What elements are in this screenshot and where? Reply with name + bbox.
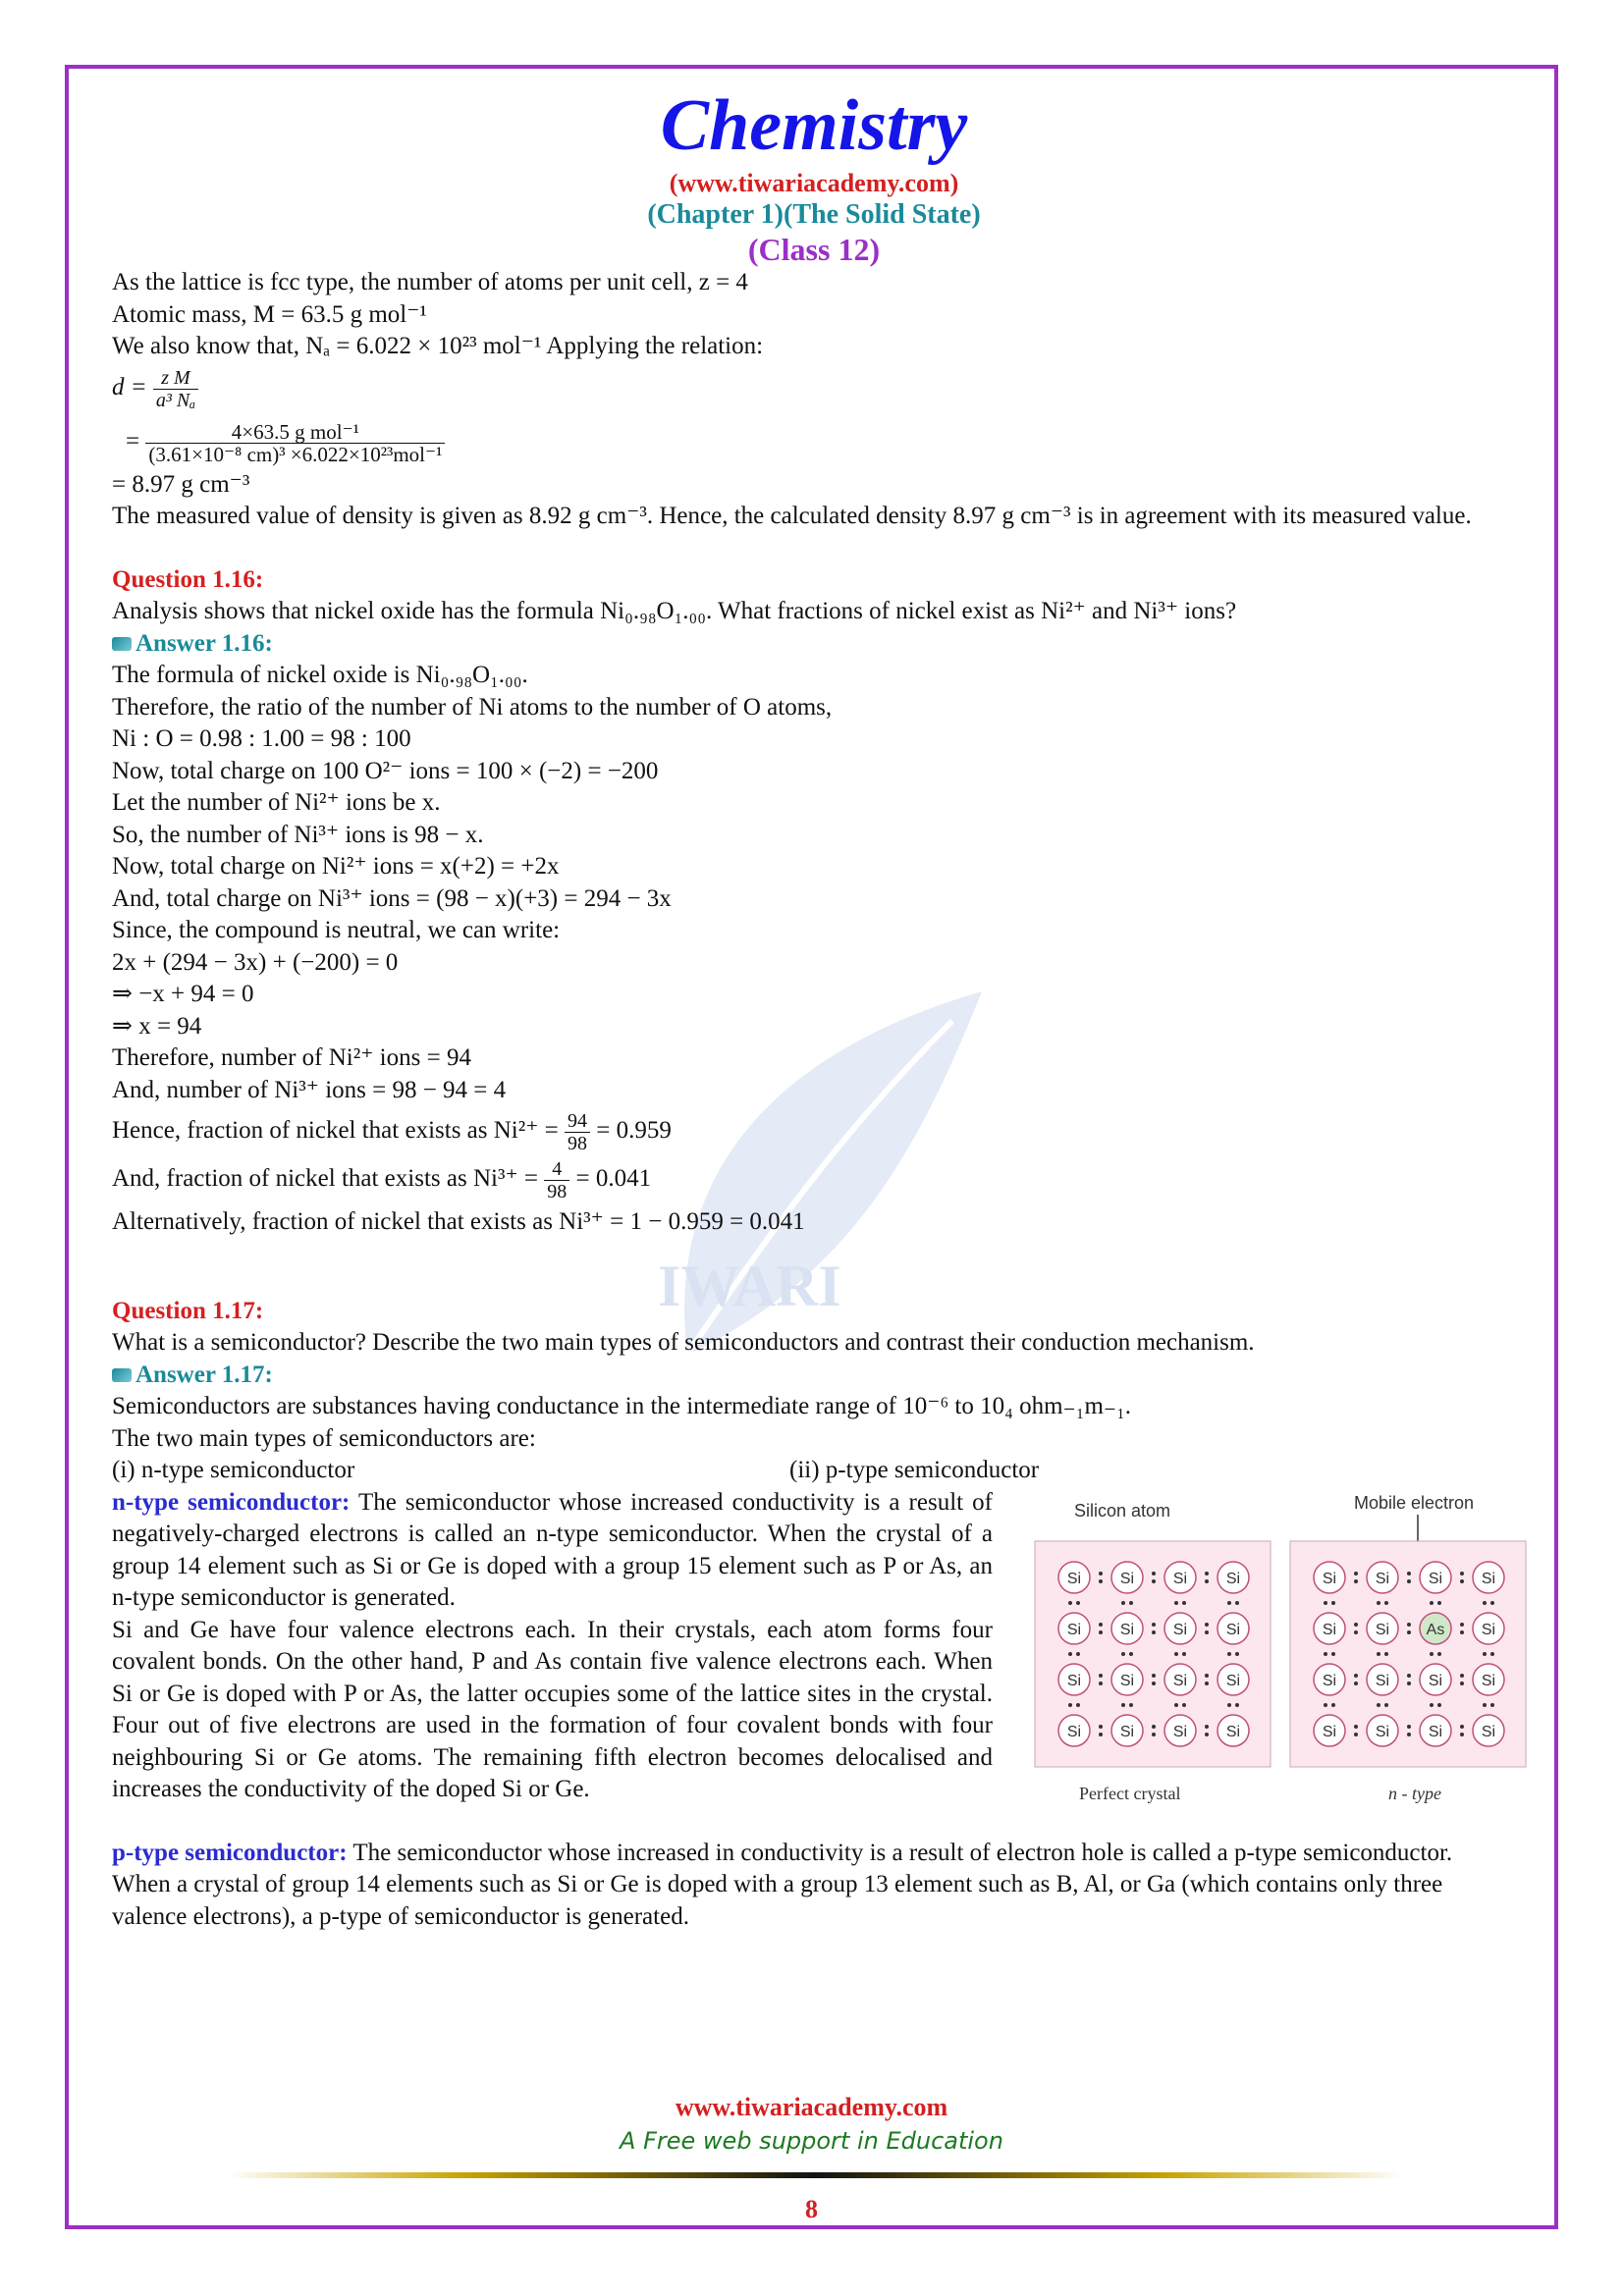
formula-numerator: 4×63.5 g mol⁻¹ <box>145 421 445 444</box>
density-conclusion: The measured value of density is given as 8.92 g cm⁻³. Hence, the calculated density 8.97 g cm⁻³ is in agreement with its measured value. <box>112 503 1472 529</box>
bond-electron <box>1152 1630 1156 1634</box>
bond-electron <box>1099 1733 1103 1736</box>
bond-electron <box>1174 1703 1178 1707</box>
bond-electron <box>1407 1682 1411 1685</box>
formula-denominator: a³ Nₐ <box>155 389 196 411</box>
semiconductor-figure <box>1025 1487 1536 1821</box>
bond-electron <box>1430 1652 1434 1656</box>
bond-electron <box>1205 1682 1209 1685</box>
atom-label: Si <box>1375 1723 1390 1740</box>
bond-electron <box>1121 1652 1125 1656</box>
atom-label: Si <box>1225 1723 1241 1740</box>
bond-electron <box>1407 1572 1411 1575</box>
answer-1-17-label <box>112 1360 1516 1392</box>
answer-line: And, total charge on Ni³⁺ ions = (98 − x)(+3) = 294 − 3x <box>112 884 672 912</box>
bond-electron <box>1235 1703 1239 1707</box>
bond-electron <box>1354 1725 1358 1729</box>
answer-line: Therefore, the ratio of the number of Ni atoms to the number of O atoms, <box>112 693 833 721</box>
bond-electron <box>1377 1652 1380 1656</box>
bond-electron <box>1076 1652 1080 1656</box>
bond-electron <box>1407 1725 1411 1729</box>
bond-electron <box>1235 1601 1239 1605</box>
atom-label: Si <box>1322 1672 1337 1689</box>
bond-electron <box>1354 1682 1358 1685</box>
bond-electron <box>1182 1703 1186 1707</box>
ntype-paragraph-2: Si and Ge have four valence electrons each. In their crystals, each atom forms four covalent bonds. On the other hand, P and As contain five valence electrons each. When Si or Ge is doped with P or As, the latter occupies some of the lattice sites in the crystal. Four out of five electrons are used in the formation of four covalent bonds with four neighbouring Si or Ge atoms. The remaining fifth electron becomes delocalised and increases the conductivity of the doped Si or Ge. <box>112 1616 993 1802</box>
header-website[interactable]: (www.tiwariacademy.com) <box>669 169 959 197</box>
answer-line: The formula of nickel oxide is Ni₀.₉₈O₁.₀₀. <box>112 662 528 688</box>
bond-electron <box>1076 1601 1080 1605</box>
bond-electron <box>1460 1682 1464 1685</box>
alternative-line: Alternatively, fraction of nickel that exists as Ni³⁺ = 1 − 0.959 = 0.041 <box>112 1208 805 1235</box>
atom-label: Si <box>1066 1621 1082 1638</box>
bond-electron <box>1490 1652 1494 1656</box>
bond-electron <box>1331 1601 1335 1605</box>
bond-electron <box>1068 1601 1072 1605</box>
bond-electron <box>1076 1703 1080 1707</box>
atom-label: Si <box>1172 1621 1188 1638</box>
ntype-text: The semiconductor whose increased conductivity is a result of negatively-charged electrons is called an n-type semiconductor. When the crystal of a group 14 element such as Si or Ge is doped with a group 15 element such as P or As, an n-type semiconductor is generated. <box>112 1488 993 1611</box>
formula-fraction-2 <box>145 421 445 465</box>
bond-electron <box>1121 1601 1125 1605</box>
answer-line: 2x + (294 − 3x) + (−200) = 0 <box>112 948 399 976</box>
page-header <box>112 79 1516 267</box>
bond-electron <box>1152 1579 1156 1583</box>
bond-electron <box>1121 1703 1125 1707</box>
bond-electron <box>1483 1601 1487 1605</box>
answer-line: The two main types of semiconductors are: <box>112 1424 536 1452</box>
atom-label: Si <box>1119 1672 1135 1689</box>
pen-icon <box>112 637 132 651</box>
bond-electron <box>1205 1579 1209 1583</box>
intro-line: As the lattice is fcc type, the number of atoms per unit cell, z = 4 <box>112 269 748 295</box>
atom-label: Si <box>1225 1570 1241 1587</box>
bond-electron <box>1354 1572 1358 1575</box>
answer-line: Now, total charge on Ni²⁺ ions = x(+2) = +2x <box>112 853 560 880</box>
atom-label: Si <box>1172 1723 1188 1740</box>
bond-electron <box>1099 1682 1103 1685</box>
bond-electron <box>1490 1703 1494 1707</box>
answer-label-text: Answer 1.17: <box>135 1361 273 1388</box>
answer-line: Now, total charge on 100 O²⁻ ions = 100 × (−2) = −200 <box>112 757 659 784</box>
figure-caption-right: n - type <box>1388 1783 1441 1803</box>
atom-label: Si <box>1066 1672 1082 1689</box>
fraction-line <box>112 1110 1516 1154</box>
bond-electron <box>1152 1733 1156 1736</box>
bond-electron <box>1331 1703 1335 1707</box>
atom-label: Si <box>1119 1570 1135 1587</box>
ntype-paragraph <box>112 1487 993 1615</box>
bond-electron <box>1354 1674 1358 1678</box>
atom-label: Si <box>1375 1570 1390 1587</box>
bond-electron <box>1460 1623 1464 1627</box>
bond-electron <box>1437 1652 1441 1656</box>
figure-label-silicon: Silicon atom <box>1074 1500 1171 1521</box>
atom-label: Si <box>1481 1570 1496 1587</box>
bond-electron <box>1205 1674 1209 1678</box>
bond-electron <box>1324 1601 1327 1605</box>
atom-label: Si <box>1322 1723 1337 1740</box>
formula-fraction-1 <box>153 367 198 411</box>
formula-lhs: d = <box>112 373 147 400</box>
header-chapter: (Chapter 1)(The Solid State) <box>647 199 981 230</box>
bond-electron <box>1430 1601 1434 1605</box>
bond-electron <box>1099 1572 1103 1575</box>
bond-electron <box>1324 1703 1327 1707</box>
bond-electron <box>1152 1572 1156 1575</box>
question-1-16-label: Question 1.16: <box>112 565 264 593</box>
bond-electron <box>1354 1630 1358 1634</box>
bond-electron <box>1099 1623 1103 1627</box>
bond-electron <box>1331 1652 1335 1656</box>
atom-label: Si <box>1225 1672 1241 1689</box>
footer-tagline: A Free web support in Education <box>620 2127 1003 2155</box>
header-class: (Class 12) <box>747 232 881 267</box>
bond-electron <box>1460 1725 1464 1729</box>
answer-label-text: Answer 1.16: <box>135 629 273 657</box>
bond-electron <box>1460 1674 1464 1678</box>
atom-label: Si <box>1375 1621 1390 1638</box>
atom-label: Si <box>1225 1621 1241 1638</box>
bond-electron <box>1152 1682 1156 1685</box>
answer-line: Semiconductors are substances having conductance in the intermediate range of 10⁻⁶ to 10₄ ohm₋₁m₋₁. <box>112 1393 1132 1419</box>
intro-line: Atomic mass, M = 63.5 g mol⁻¹ <box>112 300 427 328</box>
answer-line: Ni : O = 0.98 : 1.00 = 98 : 100 <box>112 725 411 752</box>
bond-electron <box>1437 1703 1441 1707</box>
atom-label: Si <box>1322 1570 1337 1587</box>
bond-electron <box>1152 1725 1156 1729</box>
atom-label: Si <box>1066 1570 1082 1587</box>
type-p: (ii) p-type semiconductor <box>789 1457 1040 1483</box>
bond-electron <box>1437 1601 1441 1605</box>
bond-electron <box>1235 1652 1239 1656</box>
bond-electron <box>1068 1703 1072 1707</box>
bond-electron <box>1205 1630 1209 1634</box>
fraction-numerator: 94 <box>565 1110 590 1133</box>
fraction <box>544 1158 569 1202</box>
bond-electron <box>1068 1652 1072 1656</box>
answer-line: And, number of Ni³⁺ ions = 98 − 94 = 4 <box>112 1076 507 1103</box>
bond-electron <box>1384 1703 1388 1707</box>
bond-electron <box>1205 1733 1209 1736</box>
bond-electron <box>1430 1703 1434 1707</box>
question-1-16-text: Analysis shows that nickel oxide has the formula Ni₀.₉₈O₁.₀₀. What fractions of nickel exist as Ni²⁺ and Ni³⁺ ions? <box>112 598 1237 624</box>
answer-line: Therefore, number of Ni²⁺ ions = 94 <box>112 1044 471 1071</box>
fraction-prefix: And, fraction of nickel that exists as Ni³⁺ = <box>112 1165 538 1193</box>
ptype-heading: p-type semiconductor: <box>112 1839 348 1866</box>
bond-electron <box>1407 1630 1411 1634</box>
bond-electron <box>1227 1652 1231 1656</box>
bond-electron <box>1483 1703 1487 1707</box>
atom-label: Si <box>1375 1672 1390 1689</box>
page-title: Chemistry <box>660 85 968 166</box>
atom-label: Si <box>1428 1723 1443 1740</box>
bond-electron <box>1129 1601 1133 1605</box>
bond-electron <box>1182 1601 1186 1605</box>
fraction-numerator: 4 <box>544 1158 569 1181</box>
bond-electron <box>1174 1652 1178 1656</box>
bond-electron <box>1490 1601 1494 1605</box>
bond-electron <box>1099 1725 1103 1729</box>
bond-electron <box>1227 1703 1231 1707</box>
formula-numerator: z M <box>153 367 198 390</box>
atom-label: As <box>1426 1621 1445 1638</box>
figure-caption-left: Perfect crystal <box>1079 1783 1181 1803</box>
fraction-result: = 0.959 <box>596 1117 672 1145</box>
density-result: = 8.97 g cm⁻³ <box>112 470 250 498</box>
ntype-heading: n-type semiconductor: <box>112 1488 351 1516</box>
formula-eq: = <box>126 427 140 454</box>
bond-electron <box>1460 1630 1464 1634</box>
bond-electron <box>1129 1652 1133 1656</box>
atom-label: Si <box>1481 1672 1496 1689</box>
watermark-text: IWARI <box>658 1254 841 1318</box>
bond-electron <box>1152 1674 1156 1678</box>
bond-electron <box>1205 1572 1209 1575</box>
bond-electron <box>1483 1652 1487 1656</box>
bond-electron <box>1384 1601 1388 1605</box>
footer-website[interactable]: www.tiwariacademy.com <box>675 2093 948 2121</box>
atom-label: Si <box>1119 1723 1135 1740</box>
answer-line: ⇒ x = 94 <box>112 1012 202 1040</box>
bond-electron <box>1407 1579 1411 1583</box>
answer-line: So, the number of Ni³⁺ ions is 98 − x. <box>112 821 484 848</box>
intro-line: We also know that, Nₐ = 6.022 × 10²³ mol⁻¹ Applying the relation: <box>112 333 764 359</box>
atom-label: Si <box>1481 1621 1496 1638</box>
pen-icon <box>112 1368 132 1382</box>
answer-line: Let the number of Ni²⁺ ions be x. <box>112 789 441 816</box>
answer-line: ⇒ −x + 94 = 0 <box>112 981 254 1007</box>
atom-label: Si <box>1428 1672 1443 1689</box>
atom-label: Si <box>1172 1672 1188 1689</box>
question-1-17-text: What is a semiconductor? Describe the two main types of semiconductors and contrast their conduction mechanism. <box>112 1329 1255 1356</box>
atom-label: Si <box>1428 1570 1443 1587</box>
bond-electron <box>1407 1623 1411 1627</box>
density-formula <box>112 367 1516 465</box>
atom-label: Si <box>1119 1621 1135 1638</box>
bond-electron <box>1099 1630 1103 1634</box>
bond-electron <box>1377 1703 1380 1707</box>
bond-electron <box>1182 1652 1186 1656</box>
bond-electron <box>1205 1725 1209 1729</box>
bond-electron <box>1129 1703 1133 1707</box>
fraction-prefix: Hence, fraction of nickel that exists as Ni²⁺ = <box>112 1117 559 1145</box>
bond-electron <box>1174 1601 1178 1605</box>
fraction-denominator: 98 <box>568 1133 588 1154</box>
bond-electron <box>1205 1623 1209 1627</box>
atom-label: Si <box>1481 1723 1496 1740</box>
page-number: 8 <box>805 2195 818 2223</box>
atom-label: Si <box>1322 1621 1337 1638</box>
ptype-text: The semiconductor whose increased in conductivity is a result of electron hole is called a p-type semiconductor. When a crystal of group 14 elements such as Si or Ge is doped with a group 13 element such as B, Al, or Ga (which contains only three valence electrons), a p-type of semiconductor is generated. <box>112 1839 1453 1930</box>
bond-electron <box>1099 1674 1103 1678</box>
formula-denominator: (3.61×10⁻⁸ cm)³ ×6.022×10²³mol⁻¹ <box>148 442 443 466</box>
bond-electron <box>1354 1733 1358 1736</box>
bond-electron <box>1227 1601 1231 1605</box>
bond-electron <box>1152 1623 1156 1627</box>
bond-electron <box>1377 1601 1380 1605</box>
atom-label: Si <box>1172 1570 1188 1587</box>
semiconductor-types <box>112 1455 1516 1487</box>
atom-label: Si <box>1066 1723 1082 1740</box>
bond-electron <box>1460 1572 1464 1575</box>
type-n: (i) n-type semiconductor <box>112 1457 355 1483</box>
bond-electron <box>1354 1623 1358 1627</box>
fraction <box>565 1110 590 1154</box>
bond-electron <box>1384 1652 1388 1656</box>
bond-electron <box>1407 1674 1411 1678</box>
answer-line: Since, the compound is neutral, we can write: <box>112 917 561 943</box>
figure-label-mobile: Mobile electron <box>1354 1492 1475 1513</box>
fraction-denominator: 98 <box>547 1181 568 1202</box>
footer-divider <box>226 2172 1404 2178</box>
bond-electron <box>1460 1579 1464 1583</box>
ptype-paragraph <box>112 1838 1516 1934</box>
bond-electron <box>1354 1579 1358 1583</box>
answer-1-16-label <box>112 628 1516 661</box>
fraction-result: = 0.041 <box>575 1165 652 1193</box>
ntype-section <box>112 1487 1516 1806</box>
bond-electron <box>1407 1733 1411 1736</box>
bond-electron <box>1460 1733 1464 1736</box>
bond-electron <box>1324 1652 1327 1656</box>
question-1-17-label: Question 1.17: <box>112 1297 264 1324</box>
bond-electron <box>1099 1579 1103 1583</box>
fraction-line <box>112 1158 1516 1202</box>
